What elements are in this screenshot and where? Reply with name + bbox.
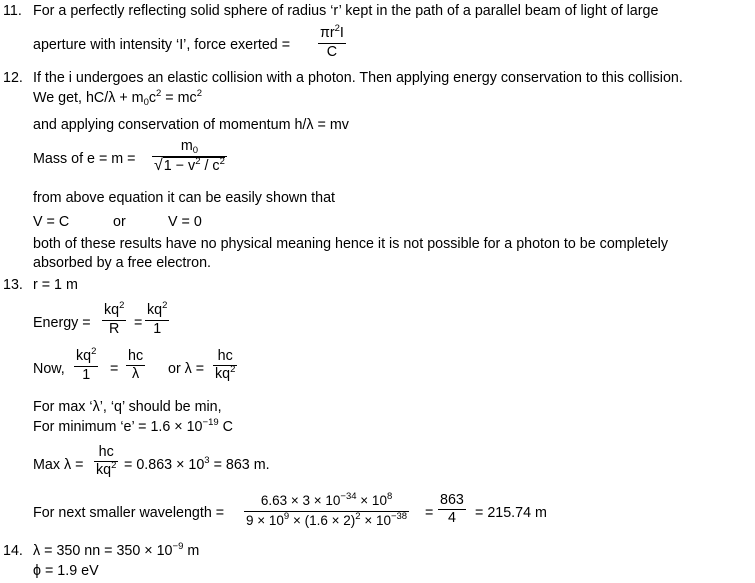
problem-text: For a perfectly reflecting solid sphere of radius ‘r’ kept in the path of a parallel beam of light of large [33, 3, 659, 19]
equation-label: For next smaller wavelength = [33, 505, 225, 521]
problem-text: For max ‘λ’, ‘q’ should be min, [33, 399, 222, 415]
equation: r = 1 m [33, 277, 78, 293]
problem-number: 12. [3, 70, 23, 86]
equation: V = 0 [168, 214, 202, 230]
fraction: $m_0$ $√1 - v^2 / c^2$ [154, 138, 225, 174]
fraction: hc λ [128, 348, 144, 382]
problem-text: If the i undergoes an elastic collision with a photon. Then applying energy conservation to this collision. [33, 70, 683, 86]
fraction: $kq^2$ 1 [76, 346, 97, 383]
equation-result: = 215.74 m [475, 505, 547, 521]
problem-number: 13. [3, 277, 23, 293]
equation-label: Max λ = [33, 457, 84, 473]
fraction: $kq^2$ 1 [147, 300, 168, 337]
equation: = $0.863 \times 10^3 = 863$ m. [124, 455, 270, 473]
equals-sign: = [110, 361, 119, 377]
equals-sign: = [134, 315, 143, 331]
fraction: $\pi r^2I$ C [320, 23, 344, 60]
equation: or [113, 214, 126, 230]
fraction: $6.63 \times 3 \times 10^{-34} \times 10^8$ $9 \times 10^9 \times (1.6 \times 2)^2 \times 10^{-38}$ [246, 491, 408, 528]
fraction: hc $kq^2$ [96, 444, 117, 478]
problem-text: absorbed by a free electron. [33, 255, 212, 271]
problem-text: and applying conservation of momentum h/λ = mv [33, 117, 349, 133]
equals-sign: = [425, 505, 434, 521]
problem-text: both of these results have no physical meaning hence it is not possible for a photon to be completely [33, 236, 669, 252]
equation-label: Mass of e = m = [33, 151, 136, 167]
problem-number: 11. [3, 3, 22, 19]
equation: For minimum ‘e’ = $1.6 \times 10^{-19}$ C [33, 417, 233, 435]
fraction: 863 4 [440, 492, 464, 526]
equation: λ = 350 nn = $350 \times 10^{-9}$ m [33, 541, 200, 559]
equation-label: Energy = [33, 315, 91, 331]
problem-number: 14. [3, 543, 23, 559]
fraction: hc $kq^2$ [215, 348, 236, 382]
equation: ϕ = 1.9 eV [33, 563, 99, 579]
problem-text: aperture with intensity ‘I’, force exerted = [33, 37, 291, 53]
fraction: $kq^2$ R [104, 300, 125, 337]
equation: We get, $hC/\lambda + m_0c^2 = mc^2$ [33, 88, 202, 108]
equation-label: Now, [33, 361, 65, 377]
equation-label: or λ = [168, 361, 205, 377]
problem-text: from above equation it can be easily shown that [33, 190, 336, 206]
equation: V = C [33, 214, 70, 230]
